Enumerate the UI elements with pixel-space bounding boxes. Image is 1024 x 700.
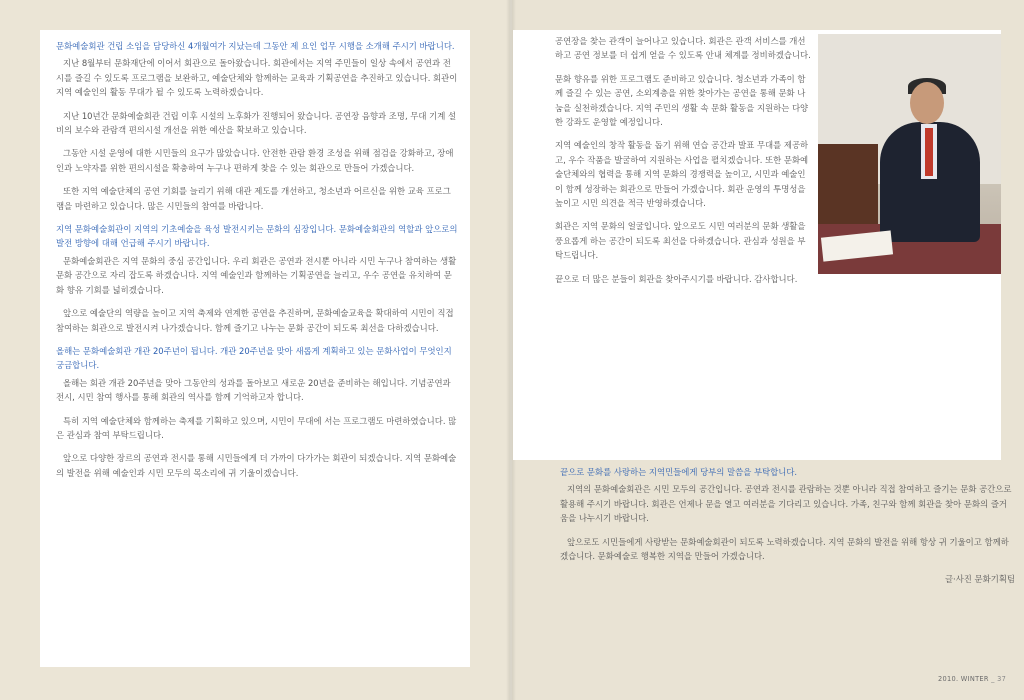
interview-question-2: 지역 문화예술회관이 지역의 기초예술을 육성 발전시키는 문화의 심장입니다. 문화예술회관의 역할과 앞으로의 발전 방향에 대해 언급해 주시기 바랍니다. — [56, 224, 458, 249]
person-tie — [925, 128, 933, 176]
answer-paragraph: 지역의 문화예술회관은 시민 모두의 공간입니다. 공연과 전시를 관람하는 것뿐 아니라 직접 참여하고 즐기는 문화 공간으로 활용해 주시기 바랍니다. 회관은 언제나 문을 열고 여러분을 기다리고 있습니다. 가족, 친구와 함께 회관을 찾아 문화의 즐거움을 나누시기 바랍니다. — [560, 484, 1012, 524]
interview-question-closing: 끝으로 문화를 사랑하는 지역민들에게 당부의 말씀을 부탁합니다. — [560, 467, 798, 477]
answer-paragraph: 회관은 지역 문화의 얼굴입니다. 앞으로도 시민 여러분의 문화 생활을 풍요롭게 하는 공간이 되도록 최선을 다하겠습니다. 관심과 성원을 부탁드립니다. — [555, 221, 806, 261]
page-footer — [938, 675, 1006, 683]
answer-paragraph: 앞으로 다양한 장르의 공연과 전시를 통해 시민들에게 더 가까이 다가가는 회관이 되겠습니다. 지역 문화예술의 발전을 위해 예술인과 시민 모두의 목소리에 귀 기울이겠습니다. — [56, 453, 457, 478]
answer-paragraph: 지난 8월부터 문화재단에 이어서 회관으로 돌아왔습니다. 회관에서는 지역 주민들이 일상 속에서 공연과 전시를 즐길 수 있도록 프로그램을 보완하고, 예술단체와 함께하는 교육과 기획공연을 추진하고 있습니다. 회관이 지역 예술인의 활동 무대가 될 수 있도록 노력하겠습니다. — [56, 58, 458, 98]
answer-paragraph: 지난 10년간 문화예술회관 건립 이후 시설의 노후화가 진행되어 왔습니다. 공연장 음향과 조명, 무대 기계 설비의 보수와 관람객 편의시설 개선을 위한 예산을 확보하고 있습니다. — [56, 110, 457, 136]
right-text-panel — [513, 30, 1001, 460]
answer-paragraph: 지역 예술인의 창작 활동을 돕기 위해 연습 공간과 발표 무대를 제공하고, 우수 작품을 발굴하여 지원하는 사업을 펼치겠습니다. 또한 문화예술단체와의 협력을 통해 지역 문화의 경쟁력을 높이고, 시민과 예술인이 함께 성장하는 회관으로 만들어 가겠습니다. 회관 운영의 투명성을 높이고 시민 의견을 적극 반영하겠습니다. — [555, 140, 809, 209]
answer-paragraph: 특히 지역 예술단체와 함께하는 축제를 기획하고 있으며, 시민이 무대에 서는 프로그램도 마련하였습니다. 많은 관심과 참여 부탁드립니다. — [56, 415, 457, 440]
answer-paragraph: 끝으로 더 많은 분들이 회관을 찾아주시기를 바랍니다. 감사합니다. — [555, 273, 798, 284]
page-number: 37 — [997, 675, 1007, 683]
answer-paragraph: 앞으로도 시민들에게 사랑받는 문화예술회관이 되도록 노력하겠습니다. 지역 문화의 발전을 위해 항상 귀 기울이고 함께하겠습니다. 문화예술로 행복한 지역을 만들어 가겠습니다. — [560, 536, 1009, 562]
right-closing-section — [560, 465, 1015, 587]
answer-paragraph: 문화예술회관은 지역 문화의 중심 공간입니다. 우리 회관은 공연과 전시뿐 아니라 시민 누구나 참여하는 생활문화 공간으로 자리 잡도록 하겠습니다. 지역 예술인과 함께하는 기획공연을 늘리고, 우수 공연을 유치하여 문화 향유 기회를 넓히겠습니다. — [56, 255, 457, 295]
answer-paragraph: 문화 향유를 위한 프로그램도 준비하고 있습니다. 청소년과 가족이 함께 즐길 수 있는 공연, 소외계층을 위한 찾아가는 공연을 통해 문화 나눔을 실천하겠습니다. 지역 주민의 생활 속 문화 활동을 지원하는 다양한 강좌도 운영할 예정입니다. — [555, 73, 809, 128]
interviewee-photo — [818, 34, 1001, 274]
left-text-panel — [40, 30, 470, 667]
byline-signature: 글·사진 문화기획팀 — [944, 574, 1015, 585]
office-cabinet — [818, 144, 878, 224]
person-face — [910, 82, 944, 124]
page-number-separator: _ — [991, 675, 998, 683]
issue-season: 2010. WINTER — [938, 675, 989, 683]
answer-paragraph: 공연장을 찾는 관객이 늘어나고 있습니다. 회관은 관객 서비스를 개선하고 공연 정보를 더 쉽게 얻을 수 있도록 안내 체계를 정비하겠습니다. — [555, 36, 811, 61]
interview-question-1: 문화예술회관 건립 소임을 담당하신 4개월여가 지났는데 그동안 제 요인 업무 시행을 소개해 주시기 바랍니다. — [56, 41, 455, 51]
answer-paragraph: 올해는 회관 개관 20주년을 맞아 그동안의 성과를 돌아보고 새로운 20년을 준비하는 해입니다. 기념공연과 전시, 시민 참여 행사를 통해 회관의 역사를 함께 기억하고자 합니다. — [56, 377, 451, 403]
answer-paragraph: 그동안 시설 운영에 대한 시민들의 요구가 많았습니다. 안전한 관람 환경 조성을 위해 점검을 강화하고, 장애인과 노약자를 위한 편의시설을 확충하여 누구나 편하게 찾을 수 있는 회관으로 만들어 가겠습니다. — [56, 148, 454, 173]
answer-paragraph: 또한 지역 예술단체의 공연 기회를 늘리기 위해 대관 제도를 개선하고, 청소년과 어르신을 위한 교육 프로그램을 마련하고 있습니다. 많은 시민들의 참여를 바랍니다. — [56, 186, 451, 211]
interview-question-3: 올해는 문화예술회관 개관 20주년이 됩니다. 개관 20주년을 맞아 새롭게 계획하고 있는 문화사업이 무엇인지 궁금합니다. — [56, 345, 452, 371]
answer-paragraph: 앞으로 예술단의 역량을 높이고 지역 축제와 연계한 공연을 추진하며, 문화예술교육을 확대하여 시민이 직접 참여하는 회관으로 발전시켜 나가겠습니다. 함께 즐기고 나누는 문화 공간이 되도록 최선을 다하겠습니다. — [56, 308, 454, 333]
